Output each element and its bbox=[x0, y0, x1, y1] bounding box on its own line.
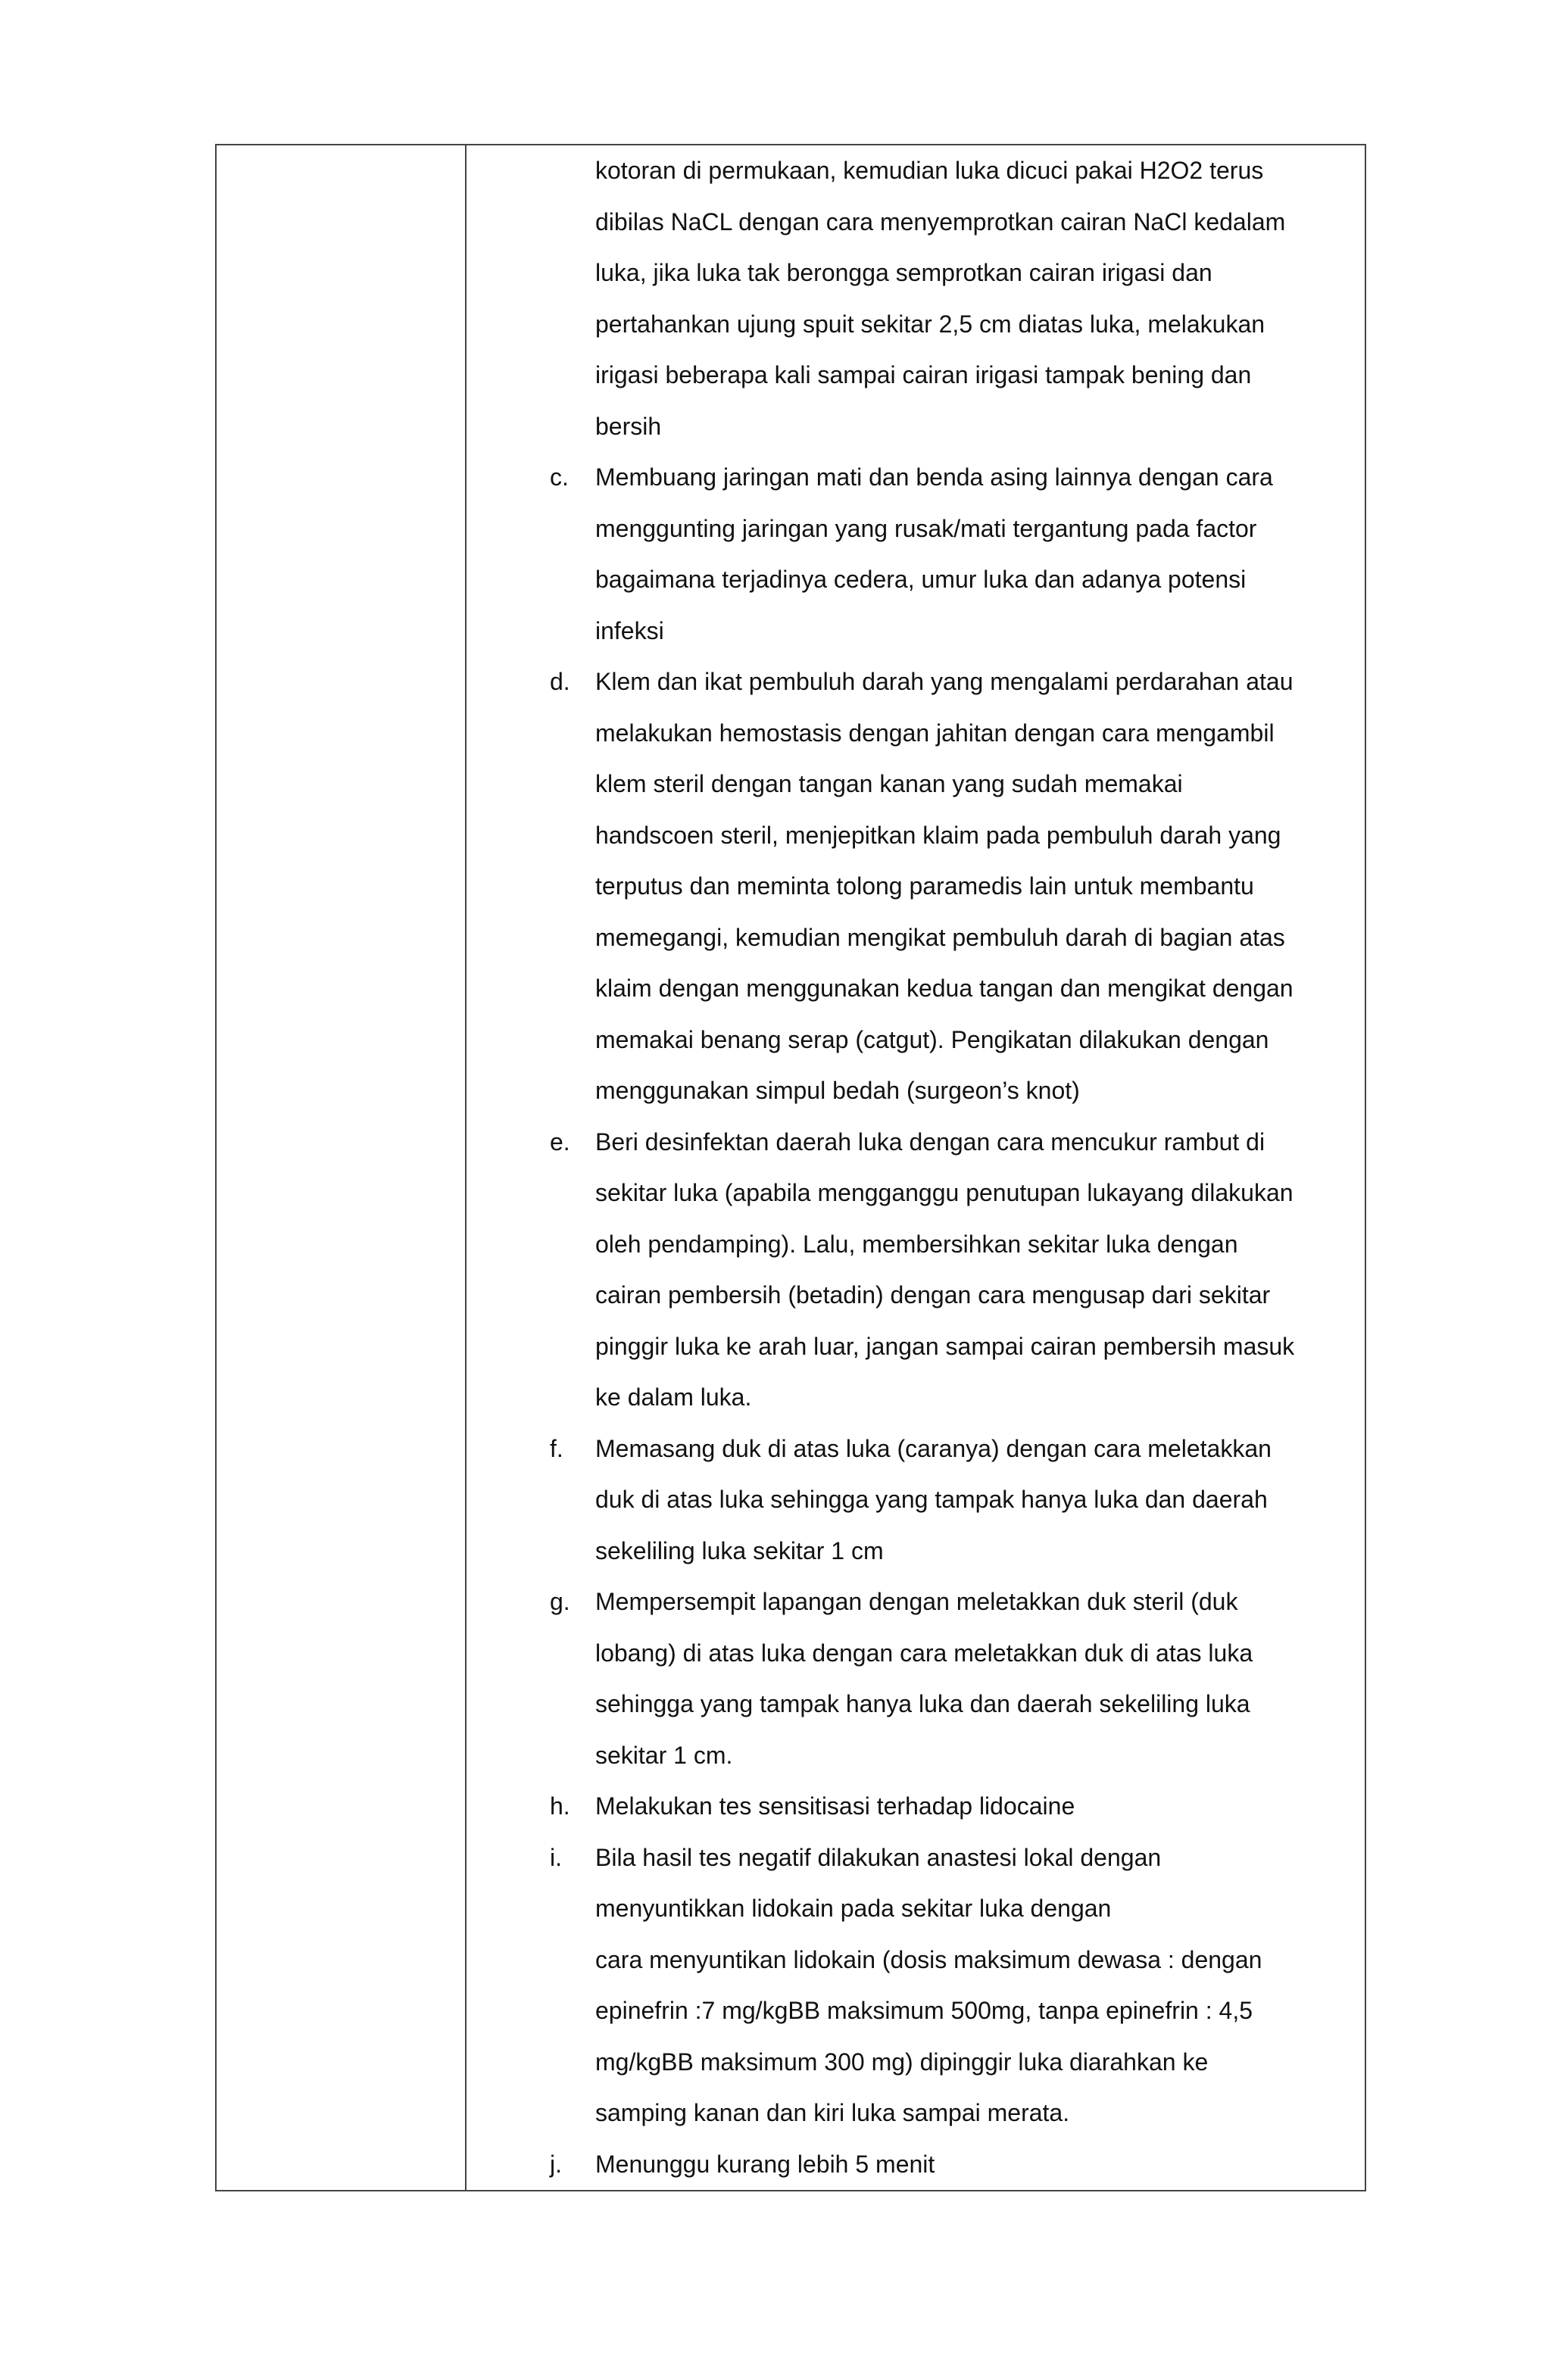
text-line bbox=[550, 1628, 1353, 1680]
line-text: sehingga yang tampak hanya luka dan daerah sekeliling luka bbox=[595, 1690, 1250, 1717]
line-text: sekitar 1 cm. bbox=[595, 1741, 733, 1769]
line-text: oleh pendamping). Lalu, membersihkan sekitar luka dengan bbox=[595, 1230, 1238, 1258]
text-line bbox=[550, 657, 1353, 708]
line-text: Membuang jaringan mati dan benda asing lainnya dengan cara bbox=[595, 463, 1273, 491]
line-text: bagaimana terjadinya cedera, umur luka dan adanya potensi bbox=[595, 566, 1247, 593]
procedure-steps-cell bbox=[550, 145, 1353, 2190]
line-text: klem steril dengan tangan kanan yang sudah memakai bbox=[595, 770, 1183, 797]
text-line bbox=[550, 145, 1353, 197]
text-line bbox=[550, 1065, 1353, 1117]
text-line bbox=[550, 2088, 1353, 2139]
line-text: samping kanan dan kiri luka sampai merata. bbox=[595, 2099, 1070, 2126]
line-text: sekeliling luka sekitar 1 cm bbox=[595, 1536, 884, 1564]
line-text: sekitar luka (apabila mengganggu penutupan lukayang dilakukan bbox=[595, 1179, 1294, 1206]
text-line bbox=[550, 1577, 1353, 1628]
text-line bbox=[550, 299, 1353, 351]
text-line bbox=[550, 963, 1353, 1015]
text-line bbox=[550, 248, 1353, 299]
text-line bbox=[550, 759, 1353, 810]
line-text: terputus dan meminta tolong paramedis lain untuk membantu bbox=[595, 872, 1254, 900]
line-text: dibilas NaCL dengan cara menyemprotkan cairan NaCl kedalam bbox=[595, 207, 1286, 236]
text-line bbox=[550, 1270, 1353, 1321]
line-text: lobang) di atas luka dengan cara meletakkan duk di atas luka bbox=[595, 1639, 1253, 1667]
text-line bbox=[550, 1168, 1353, 1219]
line-text: melakukan hemostasis dengan jahitan dengan cara mengambil bbox=[595, 719, 1275, 747]
line-text: Bila hasil tes negatif dilakukan anastesi lokal dengan bbox=[595, 1843, 1162, 1871]
text-line bbox=[550, 810, 1353, 862]
line-text: memakai benang serap (catgut). Pengikatan dilakukan dengan bbox=[595, 1025, 1269, 1053]
list-marker: d. bbox=[550, 668, 570, 695]
text-line bbox=[550, 1321, 1353, 1373]
line-text: memegangi, kemudian mengikat pembuluh darah di bagian atas bbox=[595, 923, 1285, 951]
text-line bbox=[550, 452, 1353, 504]
line-text: Melakukan tes sensitisasi terhadap lidocaine bbox=[595, 1792, 1075, 1820]
line-text: Klem dan ikat pembuluh darah yang mengalami perdarahan atau bbox=[595, 668, 1294, 695]
text-line bbox=[550, 401, 1353, 453]
text-line bbox=[550, 708, 1353, 760]
line-text: epinefrin :7 mg/kgBB maksimum 500mg, tanpa epinefrin : 4,5 bbox=[595, 1997, 1253, 2024]
line-text: cara menyuntikan lidokain (dosis maksimum dewasa : dengan bbox=[595, 1945, 1262, 1973]
line-text: ke dalam luka. bbox=[595, 1383, 752, 1411]
text-line bbox=[550, 1372, 1353, 1424]
text-line bbox=[550, 1833, 1353, 1884]
line-text: Menunggu kurang lebih 5 menit bbox=[595, 2150, 935, 2178]
text-line bbox=[550, 1781, 1353, 1833]
line-text: bersih bbox=[595, 412, 662, 440]
list-marker: j. bbox=[550, 2150, 562, 2178]
text-line bbox=[550, 1985, 1353, 2037]
line-text: kotoran di permukaan, kemudian luka dicuci pakai H2O2 terus bbox=[595, 157, 1264, 184]
text-line bbox=[550, 554, 1353, 606]
line-text: Memasang duk di atas luka (caranya) dengan cara meletakkan bbox=[595, 1434, 1272, 1462]
line-text: mg/kgBB maksimum 300 mg) dipinggir luka diarahkan ke bbox=[595, 2048, 1209, 2076]
text-line bbox=[550, 1117, 1353, 1168]
line-text: handscoen steril, menjepitkan klaim pada pembuluh darah yang bbox=[595, 821, 1281, 849]
line-text: irigasi beberapa kali sampai cairan irigasi tampak bening dan bbox=[595, 361, 1252, 388]
text-line bbox=[550, 1526, 1353, 1577]
line-text: klaim dengan menggunakan kedua tangan dan mengikat dengan bbox=[595, 975, 1294, 1002]
text-line bbox=[550, 350, 1353, 401]
line-text: menggunakan simpul bedah (surgeon’s knot) bbox=[595, 1077, 1080, 1104]
line-text: pertahankan ujung spuit sekitar 2,5 cm diatas luka, melakukan bbox=[595, 310, 1265, 338]
text-line bbox=[550, 1935, 1353, 1986]
text-line bbox=[550, 861, 1353, 912]
text-line bbox=[550, 2037, 1353, 2088]
line-text: Beri desinfektan daerah luka dengan cara mencukur rambut di bbox=[595, 1128, 1265, 1156]
text-line bbox=[550, 1015, 1353, 1066]
table-frame bbox=[215, 144, 1366, 2191]
text-line bbox=[550, 1219, 1353, 1271]
list-marker: e. bbox=[550, 1128, 570, 1156]
list-marker: g. bbox=[550, 1588, 570, 1615]
text-line bbox=[550, 606, 1353, 657]
list-marker: c. bbox=[550, 463, 569, 491]
text-line bbox=[550, 1679, 1353, 1730]
line-text: luka, jika luka tak berongga semprotkan cairan irigasi dan bbox=[595, 259, 1212, 286]
line-text: menyuntikkan lidokain pada sekitar luka dengan bbox=[595, 1895, 1112, 1922]
text-line bbox=[550, 197, 1353, 248]
line-text: menggunting jaringan yang rusak/mati tergantung pada factor bbox=[595, 514, 1257, 542]
text-line bbox=[550, 1730, 1353, 1782]
text-line bbox=[550, 1424, 1353, 1475]
text-line bbox=[550, 1474, 1353, 1526]
list-marker: i. bbox=[550, 1843, 562, 1871]
line-text: cairan pembersih (betadin) dengan cara mengusap dari sekitar bbox=[595, 1281, 1271, 1309]
line-text: duk di atas luka sehingga yang tampak hanya luka dan daerah bbox=[595, 1486, 1268, 1513]
line-text: infeksi bbox=[595, 616, 664, 644]
list-marker: f. bbox=[550, 1434, 563, 1462]
text-line bbox=[550, 504, 1353, 555]
text-line bbox=[550, 1883, 1353, 1935]
list-marker: h. bbox=[550, 1792, 570, 1820]
column-divider bbox=[465, 145, 467, 2190]
text-line bbox=[550, 2139, 1353, 2191]
line-text: pinggir luka ke arah luar, jangan sampai cairan pembersih masuk bbox=[595, 1332, 1295, 1360]
text-line bbox=[550, 912, 1353, 964]
line-text: Mempersempit lapangan dengan meletakkan duk steril (duk bbox=[595, 1588, 1238, 1615]
